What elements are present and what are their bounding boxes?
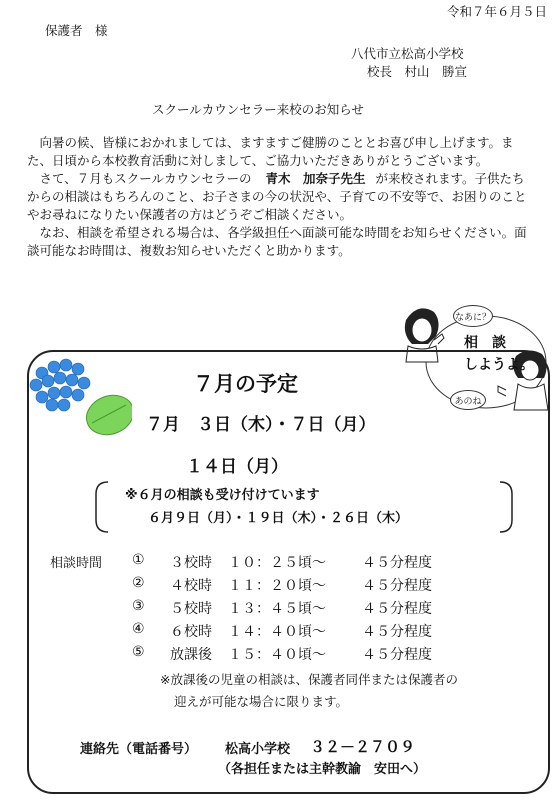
school-name: 八代市立松高小学校 [351, 46, 464, 61]
counselor-name: 青木 加奈子先生 [265, 171, 366, 186]
principal-name: 校長 村山 勝宣 [367, 64, 468, 79]
contact-label: 連絡先（電話番号） [80, 742, 198, 757]
slot-duration: ４５分程度 [362, 647, 432, 663]
schedule-heading: ７月の予定 [193, 372, 298, 396]
paragraph-counselor-intro: さて、７月もスクールカウンセラーの [27, 171, 252, 186]
paragraph-greeting: 向暑の候、皆様におかれましては、ますますご健勝のこととお喜び申し上げます。また、日頃から本校教育活動に対しまして、ご協力いただきありがとうございます。 [27, 135, 514, 168]
bubble-question: なあに？ [453, 305, 493, 327]
date: 令和７年６月５日 [446, 4, 547, 19]
slot-period: 放課後 [170, 647, 212, 663]
speech-text: 相 談 しようよ。 [464, 335, 534, 373]
after-school-note-2: 迎えが可能な場合に限ります。 [174, 694, 349, 709]
contact-school: 松高小学校 [225, 742, 291, 757]
slot-number: ② [132, 575, 145, 591]
after-school-note-1: ※放課後の児童の相談は、保護者同伴または保護者の [160, 672, 458, 687]
slot-duration: ４５分程度 [362, 555, 432, 571]
recipient: 保護者 様 [45, 23, 108, 38]
june-note: ※６月の相談も受け付けています [125, 488, 320, 503]
slot-time: １３：４５頃～ [228, 601, 326, 617]
paragraph-counselor [27, 170, 532, 224]
slot-duration: ４５分程度 [362, 578, 432, 594]
slot-period: ３校時 [170, 555, 212, 571]
notice-title: スクールカウンセラー来校のお知らせ [152, 102, 364, 117]
dates-line-1: ７月 ３日（木）・７日（月） [146, 415, 376, 435]
slot-period: ５校時 [170, 601, 212, 617]
paragraph-request: なお、相談を希望される場合は、各学級担任へ面談可能な時間をお知らせください。面談可能なお時間は、複数お知らせいただくと助かります。 [27, 225, 527, 258]
slot-period: ４校時 [170, 578, 212, 594]
slot-number: ③ [132, 598, 145, 614]
contact-phone: ３２－２７０９ [310, 738, 416, 756]
slot-duration: ４５分程度 [362, 624, 432, 640]
slot-duration: ４５分程度 [362, 601, 432, 617]
slot-time: １４：４０頃～ [228, 624, 326, 640]
slot-time: １１：２０頃～ [228, 578, 326, 594]
slot-number: ④ [132, 621, 145, 637]
slot-time: １０：２５頃～ [228, 555, 326, 571]
slot-time: １５：４０頃～ [228, 647, 326, 663]
june-dates: ６月９日（月）・１９日（木）・２６日（木） [148, 511, 409, 526]
bubble-anone: あのね [450, 390, 486, 410]
time-label: 相談時間 [50, 556, 103, 571]
dates-line-2: １４日（月） [186, 457, 288, 477]
slot-number: ⑤ [132, 644, 145, 660]
body-text [27, 134, 532, 260]
hydrangea-illustration [22, 345, 132, 445]
contact-note: （各担任または主幹教諭 安田へ） [218, 762, 427, 777]
paragraph-counselor-rest: が来校されます。子供たちからの相談はもちろんのこと、お子さまの今の状況や、子育ての不安等で、お困りのことやお尋ねになりたい保護者の方はどうぞご相談ください。 [27, 171, 527, 222]
slot-period: ６校時 [170, 624, 212, 640]
slot-number: ① [132, 552, 145, 568]
